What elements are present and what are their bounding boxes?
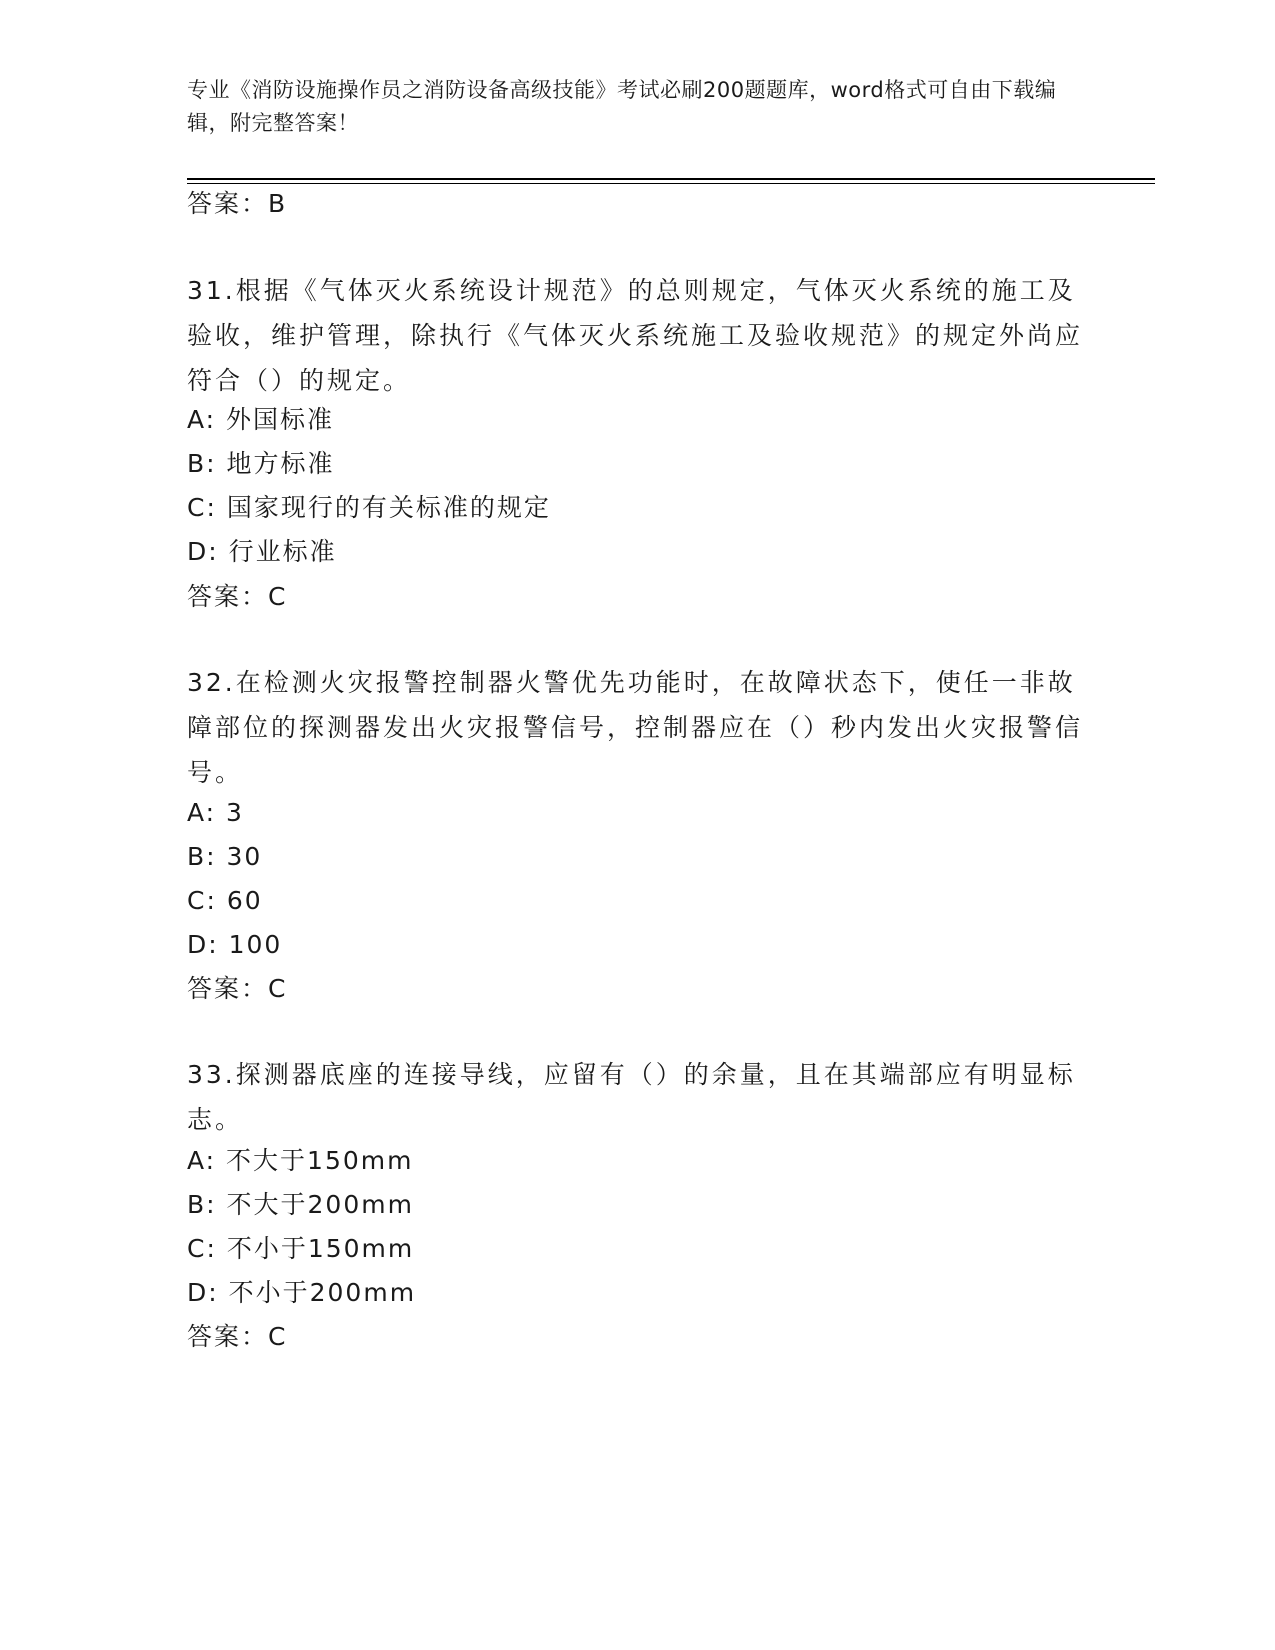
question-33-stem: 33.探测器底座的连接导线，应留有（）的余量，且在其端部应有明显标志。 [187, 1060, 1076, 1134]
question-32-option-a: A: 3 [187, 798, 244, 827]
question-31-option-d: D: 行业标准 [187, 537, 337, 566]
question-31-answer: 答案：C [187, 582, 288, 611]
question-31-stem: 31.根据《气体灭火系统设计规范》的总则规定，气体灭火系统的施工及验收，维护管理，除执行《气体灭火系统施工及验收规范》的规定外尚应符合（）的规定。 [187, 276, 1084, 395]
question-33-answer: 答案：C [187, 1322, 288, 1351]
question-32-option-d: D: 100 [187, 930, 283, 959]
question-32-option-c: C: 60 [187, 886, 263, 915]
question-31-option-a: A: 外国标准 [187, 405, 335, 434]
question-31-option-c: C: 国家现行的有关标准的规定 [187, 493, 551, 522]
question-31-option-b: B: 地方标准 [187, 449, 335, 478]
previous-answer: 答案：B [187, 189, 288, 218]
question-33-option-c: C: 不小于150mm [187, 1234, 415, 1263]
header-divider [187, 178, 1155, 180]
question-33-option-d: D: 不小于200mm [187, 1278, 417, 1307]
question-33-option-b: B: 不大于200mm [187, 1190, 414, 1219]
question-32-answer: 答案：C [187, 974, 288, 1003]
question-33-option-a: A: 不大于150mm [187, 1146, 414, 1175]
question-32-option-b: B: 30 [187, 842, 263, 871]
header-divider-thin [187, 183, 1155, 184]
document-header: 专业《消防设施操作员之消防设备高级技能》考试必刷200题题库，word格式可自由下载编辑，附完整答案！ [187, 78, 1057, 135]
question-32-stem: 32.在检测火灾报警控制器火警优先功能时，在故障状态下，使任一非故障部位的探测器发出火灾报警信号，控制器应在（）秒内发出火灾报警信号。 [187, 668, 1084, 787]
